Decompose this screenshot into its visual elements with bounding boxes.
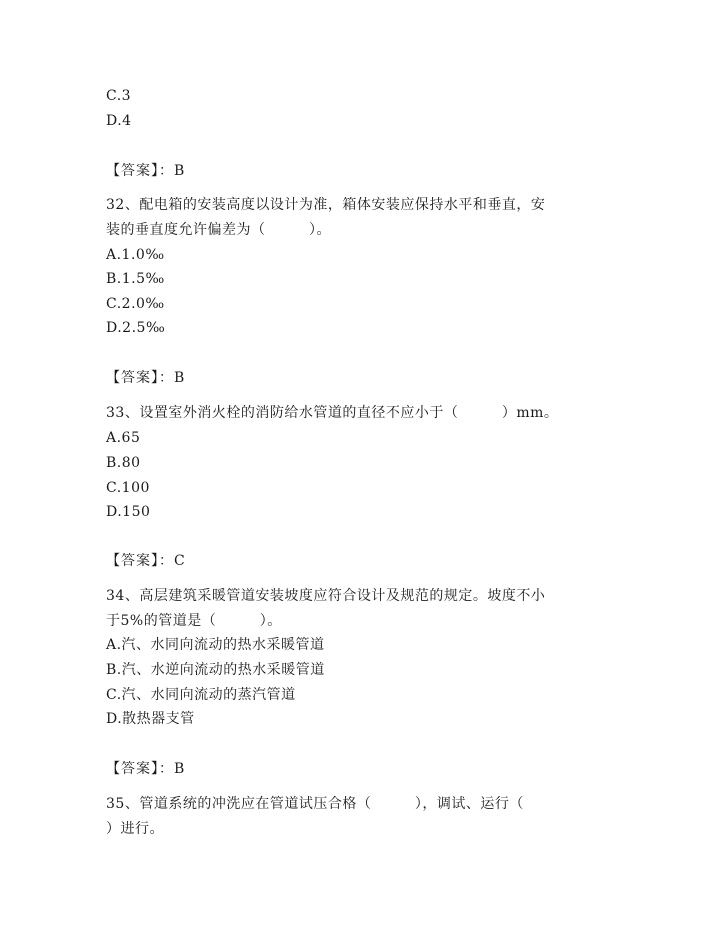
- q32-option-a: A.1.0‰: [106, 247, 165, 263]
- q33-option-a: A.65: [106, 430, 141, 446]
- answer-33: 【答案】：C: [106, 553, 186, 569]
- q32-option-d: D.2.5‰: [106, 320, 166, 336]
- question-35-line2: ）进行。: [106, 821, 164, 837]
- answer-32: 【答案】：B: [106, 370, 186, 386]
- answer-34: 【答案】：B: [106, 761, 186, 777]
- question-34-line2: 于5%的管道是（ ）。: [106, 613, 282, 629]
- question-35-line1: 35、管道系统的冲洗应在管道试压合格（ ），调试、运行（: [106, 796, 524, 812]
- q32-option-c: C.2.0‰: [106, 296, 165, 312]
- q34-option-a: A.汽、水同向流动的热水采暖管道: [106, 637, 325, 653]
- q32-option-b: B.1.5‰: [106, 271, 165, 287]
- q34-option-b: B.汽、水逆向流动的热水采暖管道: [106, 662, 325, 678]
- answer-31: 【答案】：B: [106, 163, 186, 179]
- option-d-prev: D.4: [106, 113, 132, 129]
- q34-option-c: C.汽、水同向流动的蒸汽管道: [106, 687, 296, 703]
- q33-option-d: D.150: [106, 504, 151, 520]
- question-34-line1: 34、高层建筑采暖管道安装坡度应符合设计及规范的规定。坡度不小: [106, 588, 546, 604]
- question-32-line1: 32、配电箱的安装高度以设计为准，箱体安装应保持水平和垂直，安: [106, 197, 546, 213]
- question-33-line1: 33、设置室外消火栓的消防给水管道的直径不应小于（ ）mm。: [106, 405, 559, 421]
- q33-option-c: C.100: [106, 480, 150, 496]
- question-32-line2: 装的垂直度允许偏差为（ ）。: [106, 222, 331, 238]
- q34-option-d: D.散热器支管: [106, 711, 195, 727]
- q33-option-b: B.80: [106, 455, 141, 471]
- option-c-prev: C.3: [106, 88, 132, 104]
